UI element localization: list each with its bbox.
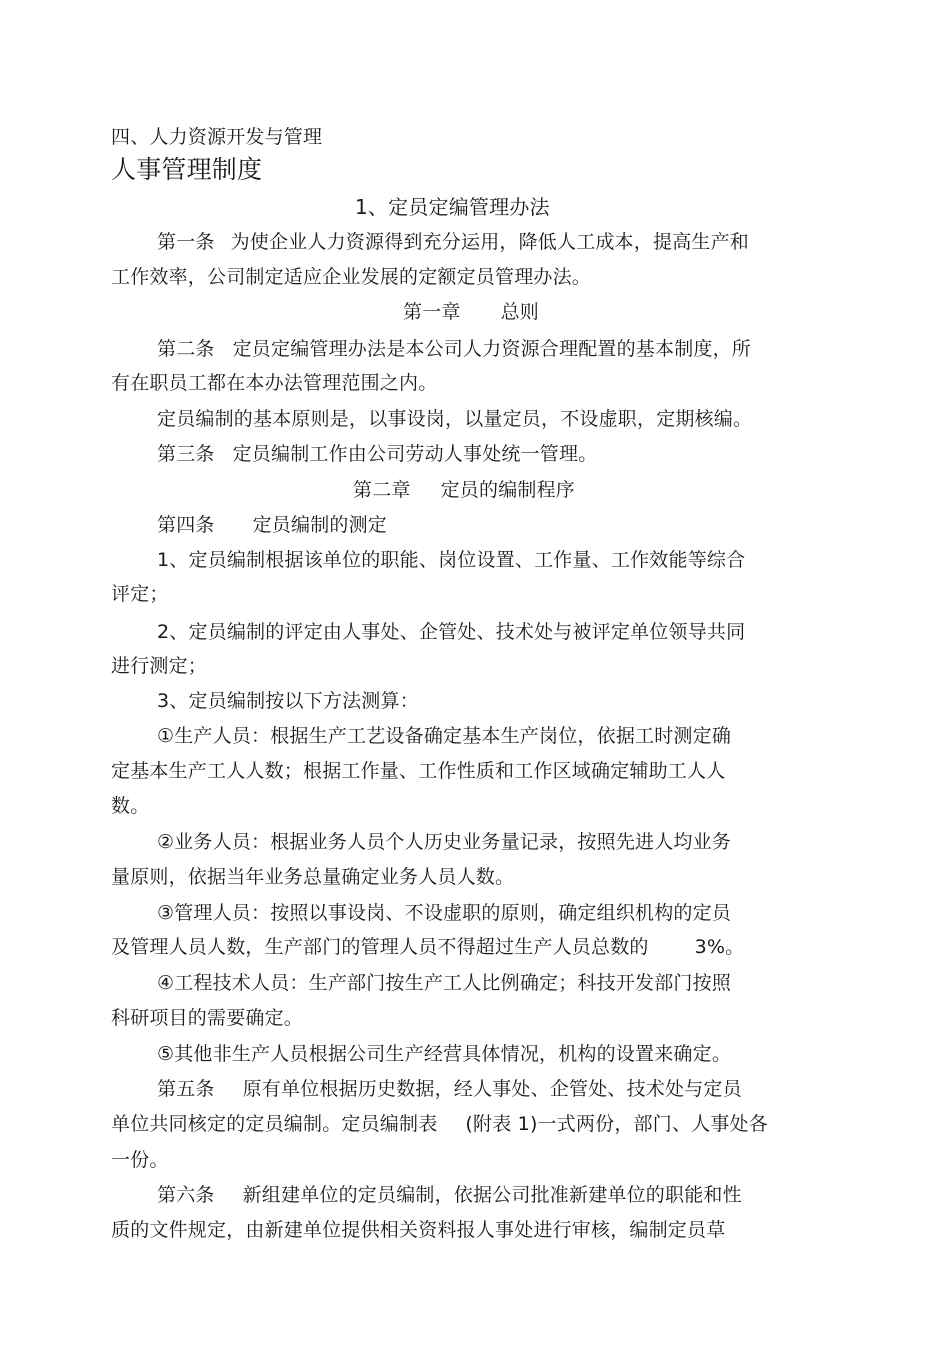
article2-line1: [157, 337, 751, 361]
document-title: 人事管理制度: [111, 155, 263, 184]
appendix-ref: (附表 1)一式两份，部门、人事处各: [465, 1113, 768, 1135]
sub3-line2: [111, 935, 744, 959]
article-label: 第一条: [157, 231, 215, 253]
sub4-line2: 科研项目的需要确定。: [111, 1007, 304, 1029]
article-text: 定员编制工作由公司劳动人事处统一管理。: [232, 443, 598, 465]
article-label: 第三条: [157, 443, 215, 465]
article-text: 定员定编管理办法是本公司人力资源合理配置的基本制度，所: [232, 338, 752, 360]
article5-line3: 一份。: [111, 1149, 169, 1171]
item2-line1: 2、定员编制的评定由人事处、企管处、技术处与被评定单位领导共同: [157, 621, 746, 643]
chapter1-heading: [403, 300, 539, 324]
chapter-number: 第一章: [403, 301, 461, 323]
article-label: 第四条: [157, 514, 215, 536]
sub2-line2: 量原则，依据当年业务总量确定业务人员人数。: [111, 866, 515, 888]
subtitle: 1、定员定编管理办法: [355, 195, 550, 219]
chapter-number: 第二章: [353, 479, 411, 501]
article-text: 单位共同核定的定员编制。定员编制表: [111, 1113, 438, 1135]
article1-line1: [157, 230, 749, 254]
sub3-percentage: 3%。: [694, 936, 745, 958]
sub3-line1: ③管理人员：按照以事设岗、不设虚职的原则，确定组织机构的定员: [157, 902, 732, 924]
chapter2-heading: [353, 478, 575, 502]
item2-line2: 进行测定；: [111, 655, 208, 677]
sub4-line1: ④工程技术人员：生产部门按生产工人比例确定；科技开发部门按照: [157, 972, 732, 994]
article-text: 为使企业人力资源得到充分运用，降低人工成本，提高生产和: [230, 231, 750, 253]
sub1-line3: 数。: [111, 795, 150, 817]
article1-line2: 工作效率，公司制定适应企业发展的定额定员管理办法。: [111, 266, 592, 288]
sub1-line1: ①生产人员：根据生产工艺设备确定基本生产岗位，依据工时测定确: [157, 725, 732, 747]
article-title: 定员编制的测定: [252, 514, 388, 536]
article2-principle: 定员编制的基本原则是，以事设岗，以量定员，不设虚职，定期核编。: [157, 408, 753, 430]
chapter-name: 总则: [500, 301, 540, 323]
item3-line: 3、定员编制按以下方法测算：: [157, 690, 419, 712]
sub3-text: 及管理人员人数，生产部门的管理人员不得超过生产人员总数的: [111, 936, 649, 958]
article-text: 新组建单位的定员编制，依据公司批准新建单位的职能和性: [242, 1184, 742, 1206]
article6-line1: [157, 1183, 742, 1207]
article6-line2: 质的文件规定，由新建单位提供相关资料报人事处进行审核，编制定员草: [111, 1219, 726, 1241]
section-heading: 四、人力资源开发与管理: [111, 126, 323, 148]
chapter-name: 定员的编制程序: [440, 479, 576, 501]
item1-line1: 1、定员编制根据该单位的职能、岗位设置、工作量、工作效能等综合: [157, 549, 746, 571]
article5-line2: [111, 1112, 768, 1136]
article-label: 第二条: [157, 338, 215, 360]
article-label: 第五条: [157, 1078, 215, 1100]
article3-line: [157, 442, 597, 466]
article2-line2: 有在职员工都在本办法管理范围之内。: [111, 372, 438, 394]
item1-line2: 评定；: [111, 583, 169, 605]
sub2-line1: ②业务人员：根据业务人员个人历史业务量记录，按照先进人均业务: [157, 831, 732, 853]
article-label: 第六条: [157, 1184, 215, 1206]
article-text: 原有单位根据历史数据，经人事处、企管处、技术处与定员: [242, 1078, 742, 1100]
article4-heading: [157, 513, 387, 537]
article5-line1: [157, 1077, 742, 1101]
sub1-line2: 定基本生产工人人数；根据工作量、工作性质和工作区域确定辅助工人人: [111, 760, 726, 782]
sub5-line: ⑤其他非生产人员根据公司生产经营具体情况，机构的设置来确定。: [157, 1043, 732, 1065]
